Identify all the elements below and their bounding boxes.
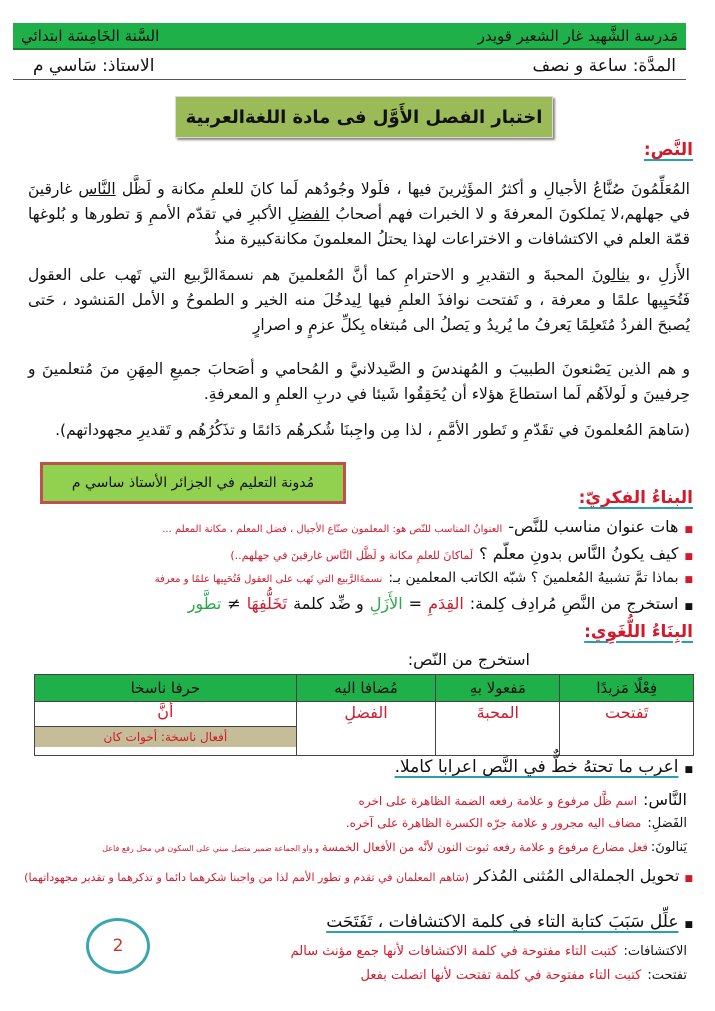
comprehension-item-2 — [230, 544, 693, 563]
bullet-icon: ■ — [684, 765, 693, 775]
parse-answer-2 — [346, 816, 687, 831]
table-cell: المحبةَ — [436, 702, 560, 756]
comprehension-heading: البناءُ الفكريّ: — [578, 488, 693, 508]
parse-question — [395, 757, 693, 777]
grade-level: السَّنة الخَامِسَة ابتدائي — [21, 26, 160, 45]
table-header: فِعْلًا مَزيدًا — [560, 675, 694, 702]
question-text: كيف يكونُ النَّاس بدونِ معلّم ؟ — [479, 544, 679, 563]
parsed-word: الفَضلِ: — [647, 816, 687, 831]
parse-answer: مضاف اليه مجرور و علامة جرّه الكسرة الظاهرة على آخره. — [345, 816, 642, 830]
transform-question — [23, 864, 693, 891]
bullet-icon: ■ — [684, 575, 693, 585]
parse-answer: اسم ظَّل مرفوع و علامة رفعه الضمة الظاهرة على اخره — [358, 794, 638, 808]
parse-answer-3 — [102, 840, 687, 855]
comprehension-item-1 — [162, 517, 693, 536]
antonym-label: و ضِّد كلمة — [293, 594, 364, 613]
transform-answer: (سَاهم المعلمان في تقدم و تطور الأمم لذا من واجبنا شكرهما دائما و تذكرهما و تقدير مجهوداتهما) — [24, 871, 470, 884]
reason-word: الاكتشافات: — [623, 944, 687, 959]
bullet-icon: ■ — [684, 602, 693, 612]
school-name: مَدرسة الشَّهيد غار الشعير قويدر — [477, 26, 678, 45]
antonym-tatawur: تطَّور — [187, 594, 222, 613]
parse-question-text: اعرب ما تحتهُ خطٌّ في النَّص اعرابا كاملا. — [394, 757, 679, 777]
reason-question — [326, 912, 693, 932]
question-text: هات عنوان مناسب للنَّص- — [508, 517, 679, 536]
text-paragraph-1 — [28, 177, 690, 252]
question-text: بماذا تمَّ تشبيهُ المُعلمينَ ؟ شبّه الكاتب المعلمين بـ: — [388, 570, 679, 586]
underlined-word-nas: النَّاس — [78, 180, 116, 198]
extract-label: استخرج من النّص: — [407, 650, 530, 669]
text-paragraph-3: و هم الذين يَصْنعونَ الطبيبَ و المُهندسَ و الصَّيدلانيَّ و المُحامي و أصَحابَ جميعِ المِهَنِ منَ مُتعلمينَ و حِرفيينَ و لَولاَهُم لَما استطاعَ هؤلاء أن يُحَقِقُوا شَيئا في دربِ العلمِ و المعرفةِ. — [28, 360, 690, 403]
synonym-azal: الأَزَلِ — [369, 594, 403, 613]
parsed-word: يَنالونَ: — [650, 840, 687, 855]
p2-part-a: الأَزلِ ،و — [629, 266, 690, 284]
text-paragraph-4: (سَاهمَ المُعلمونَ في تقَدّمِ و تَطور الأمَّمِ ، لذا مِن واجِبنَا شُكرهُم دَائمًا و تذَكُرُهُم و تَقديرِ مجهوداتهم). — [55, 421, 690, 439]
comprehension-item-3 — [155, 570, 693, 586]
table-header: مَفعولا بهِ — [436, 675, 560, 702]
table-row — [35, 702, 694, 756]
question-text: استخرج من النَّصِ مُرادِف كِلمة: — [469, 594, 679, 613]
transform-question-text: تحويل الجملةالى المُثنى المُذكر — [474, 866, 680, 885]
teacher-name: الاستاذ: سَاسي م — [33, 55, 155, 76]
table-cell-note: أفعال ناسخة: أخوات كان — [35, 726, 296, 747]
not-equals-sign: ≠ — [227, 594, 241, 613]
school-header-bar — [13, 23, 686, 50]
reason-answer-1 — [291, 944, 687, 959]
page-number-badge — [86, 918, 150, 974]
bullet-icon: ■ — [684, 552, 693, 562]
linguistic-heading: البِنَاءُ اللُّغَوِي: — [584, 622, 693, 642]
underlined-word-yanaloon: ينالونَ — [592, 266, 630, 284]
table-header: حرفا ناسخا — [35, 675, 297, 702]
exam-info-bar — [13, 52, 686, 80]
p1-part-c: الأكبرِ في تقدّم الأممِ وَ تطورها و بُلوغها قمّة العلم في الاكتشافات و الاختراعات لهذا يحتلُ المعلمونَ مكانةكبيرة منذُ — [28, 205, 690, 248]
answer-text: لَماكانَ للعلمِ مكانة و لَظَّل النَّاس غارقينَ في جهلهم..) — [230, 549, 474, 562]
table-cell-value: أنَّ — [157, 702, 174, 721]
reason-word: تفتحت: — [647, 968, 687, 983]
page-number: 2 — [112, 936, 124, 956]
bullet-icon: ■ — [684, 525, 693, 535]
extraction-table — [34, 674, 694, 756]
bullet-icon: ■ — [684, 920, 693, 930]
answer-text: نسمةَالرَّبيع التي تَهب على العقول فَتُحَيِيها علمًا و معرفة — [154, 574, 383, 585]
p2-part-b: المحبةَ و التقديرِ و الاحترامِ كما أنَّ المُعلمينَ هم نسمةَالرَّبيع التي تَهب على العقول فَتُحَيِيها علمًا و معرفة ، و تَفتحت نوافذَ العلمِ فيها لِيدخُلَ منه الخير و الطموحُ و الأمل المَنشود ، حَتى يُصبحَ الفردُ مُتَعلِمًا يَعرفُ ما يُريدُ و يَصلُ الى مُبتغاه بِكلِّ عزمٍ و اصرارٍ — [28, 266, 690, 334]
parse-answer-1 — [359, 790, 687, 809]
reason-answer: كتبت التاء مفتوحة في كلمة تفتحت لأنها اتصلت بفعل — [360, 968, 642, 983]
comprehension-item-4 — [188, 594, 693, 613]
bullet-icon: ■ — [684, 874, 693, 884]
answer-text: العنوانُ المناسب للنّص هو: المعلمون صنّاع الأجيال ، فضل المعلم ، مكانة المعلم ... — [162, 524, 503, 535]
reason-question-text: علِّل سَبَبَ كتابة التاء في كلمة الاكتشافات ، تَفَتَحَت — [326, 912, 679, 932]
table-header: مُضافا اليه — [296, 675, 435, 702]
underlined-word-fadl: الفضلِ — [287, 205, 330, 223]
p1-part-b: غارقينَ في جهلهم،لا يَملكونَ المعرفةَ و لا الخبرات فهم أصحابُ — [28, 180, 691, 223]
p1-part-a: المُعَلِّمُونَ صُنَّاعُ الأجيالِ و أكثرُ المؤَثِرينَ فيها ، فلَولا وجُودُهم لَما كانَ للعلمِ مكانة و لَظَّل — [115, 180, 690, 198]
text-heading: النَّص: — [643, 140, 693, 160]
exam-duration: المدَّة: ساعة و نصف — [532, 55, 676, 76]
reason-answer-2 — [361, 968, 687, 983]
text-paragraph-2 — [28, 263, 690, 338]
parse-answer: فعل مضارع مرفوع و علامة رفعه ثبوت النون لأنَّه من الأفعال الخمسة — [322, 840, 648, 854]
exam-title: اختبار الفصل الأَوَّل فى مادة اللغةالعربية — [175, 96, 553, 138]
blog-banner: مُدونة التعليم في الجزائر الأستاذ ساسي م — [40, 462, 346, 504]
table-cell — [35, 702, 297, 756]
parsed-word: النَّاس: — [643, 790, 687, 809]
parse-answer-extra: و واو الجماعة ضمير متصل مبني على السكون في محل رفع فاعل — [102, 844, 320, 853]
word-qidam: القِدَمِ — [428, 594, 464, 613]
table-cell: تَفتحت — [560, 702, 694, 756]
equals-sign: = — [408, 594, 423, 613]
table-cell: الفضلِ — [296, 702, 435, 756]
word-takhalluf: تَخَلُّفِهَا — [246, 594, 288, 613]
reason-answer: كتبت التاء مفتوحة في كلمة الاكتشافات لأنها جمع مؤنث سالم — [290, 944, 618, 959]
table-header-row — [35, 675, 694, 702]
